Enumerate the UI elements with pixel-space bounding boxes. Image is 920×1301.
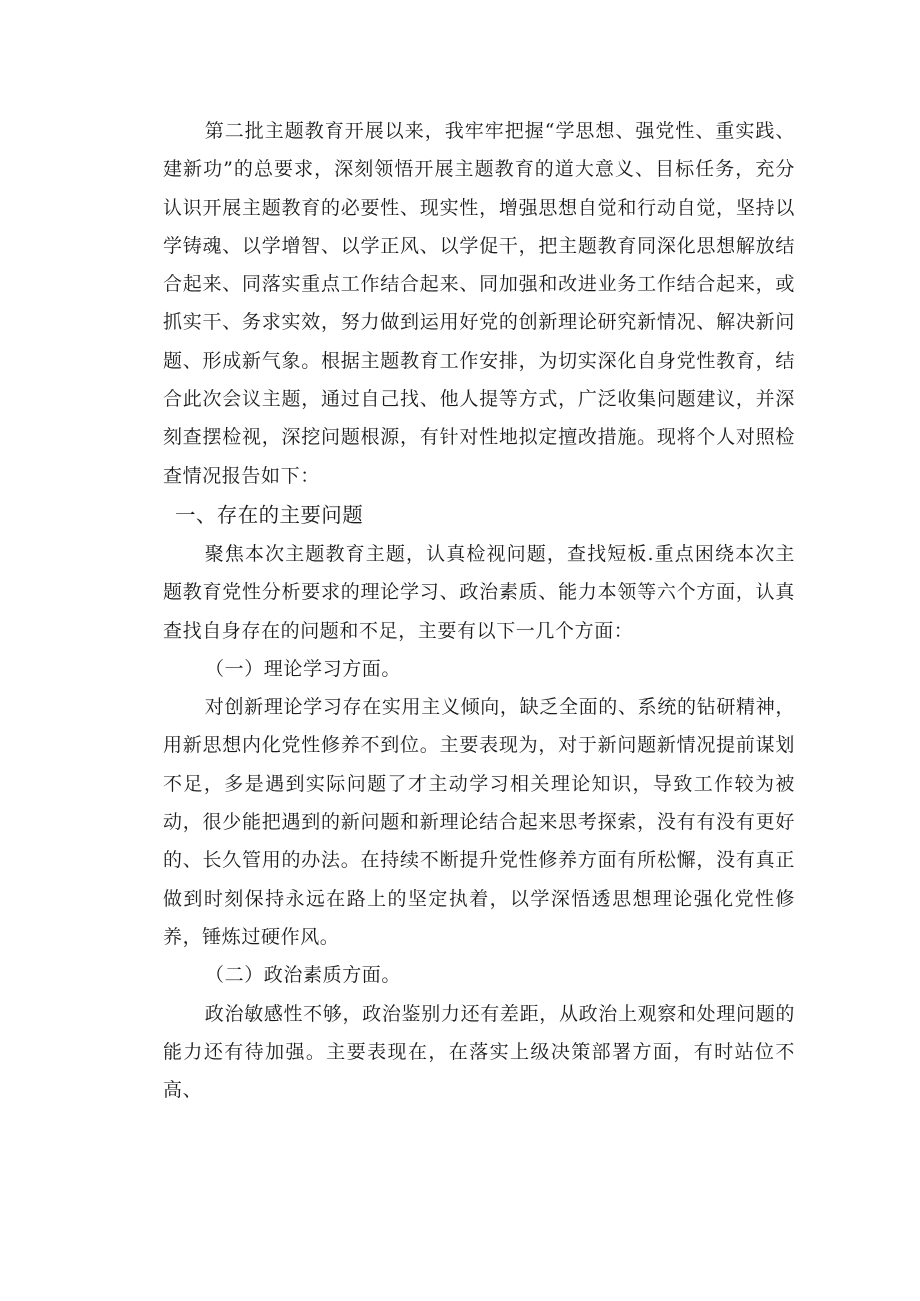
political-quality-paragraph: 政治敏感性不够，政治鉴别力还有差距，从政治上观察和处理问题的能力还有待加强。主要表现在，在落实上级决策部署方面，有时站位不高、: [163, 1002, 795, 1102]
section-heading-main-problems: 一、存在的主要问题: [175, 502, 364, 527]
subsection-heading-political-quality: （二）政治素质方面。: [205, 964, 402, 987]
document-body: [163, 112, 795, 1109]
intro-paragraph: 第二批主题教育开展以来，我牢牢把握“学思想、强党性、重实践、建新功”的总要求，深刻领悟开展主题教育的道大意义、目标任务，充分认识开展主题教育的必要性、现实性，增强思想自觉和行动自觉，坚持以学铸魂、以学增智、以学正风、以学促干，把主题教育同深化思想解放结合起来、同落实重点工作结合起来、同加强和改进业务工作结合起来，或抓实干、务求实效，努力做到运用好党的创新理论研究新情况、解决新问题、形成新气象。根据主题教育工作安排，为切实深化自身党性教育，结合此次会议主题，通过自己找、他人提等方式，广泛收集问题建议，并深刻查摆检视，深挖问题根源，有针对性地拟定擅改措施。现将个人对照检查情况报告如下：: [163, 120, 795, 487]
section-intro-paragraph: 聚焦本次主题教育主题，认真检视问题，查找短板.重点困绕本次主题教育党性分析要求的理论学习、政治素质、能力本领等六个方面，认真查找自身存在的问题和不足，主要有以下一几个方面：: [163, 542, 795, 642]
theory-study-paragraph: 对创新理论学习存在实用主义倾向，缺乏全面的、系统的钻研精神，用新思想内化党性修养不到位。主要表现为，对于新问题新情况提前谋划不足，多是遇到实际问题了才主动学习相关理论知识，导致工作较为被动，很少能把遇到的新问题和新理论结合起来思考探索，没有有没有更好的、长久管用的办法。在持续不断提升党性修养方面有所松懈，没有真正做到时刻保持永远在路上的坚定执着，以学深悟透思想理论强化党性修养，锤炼过硬作风。: [163, 696, 795, 948]
subsection-heading-theory-study: （一）理论学习方面。: [205, 657, 402, 680]
